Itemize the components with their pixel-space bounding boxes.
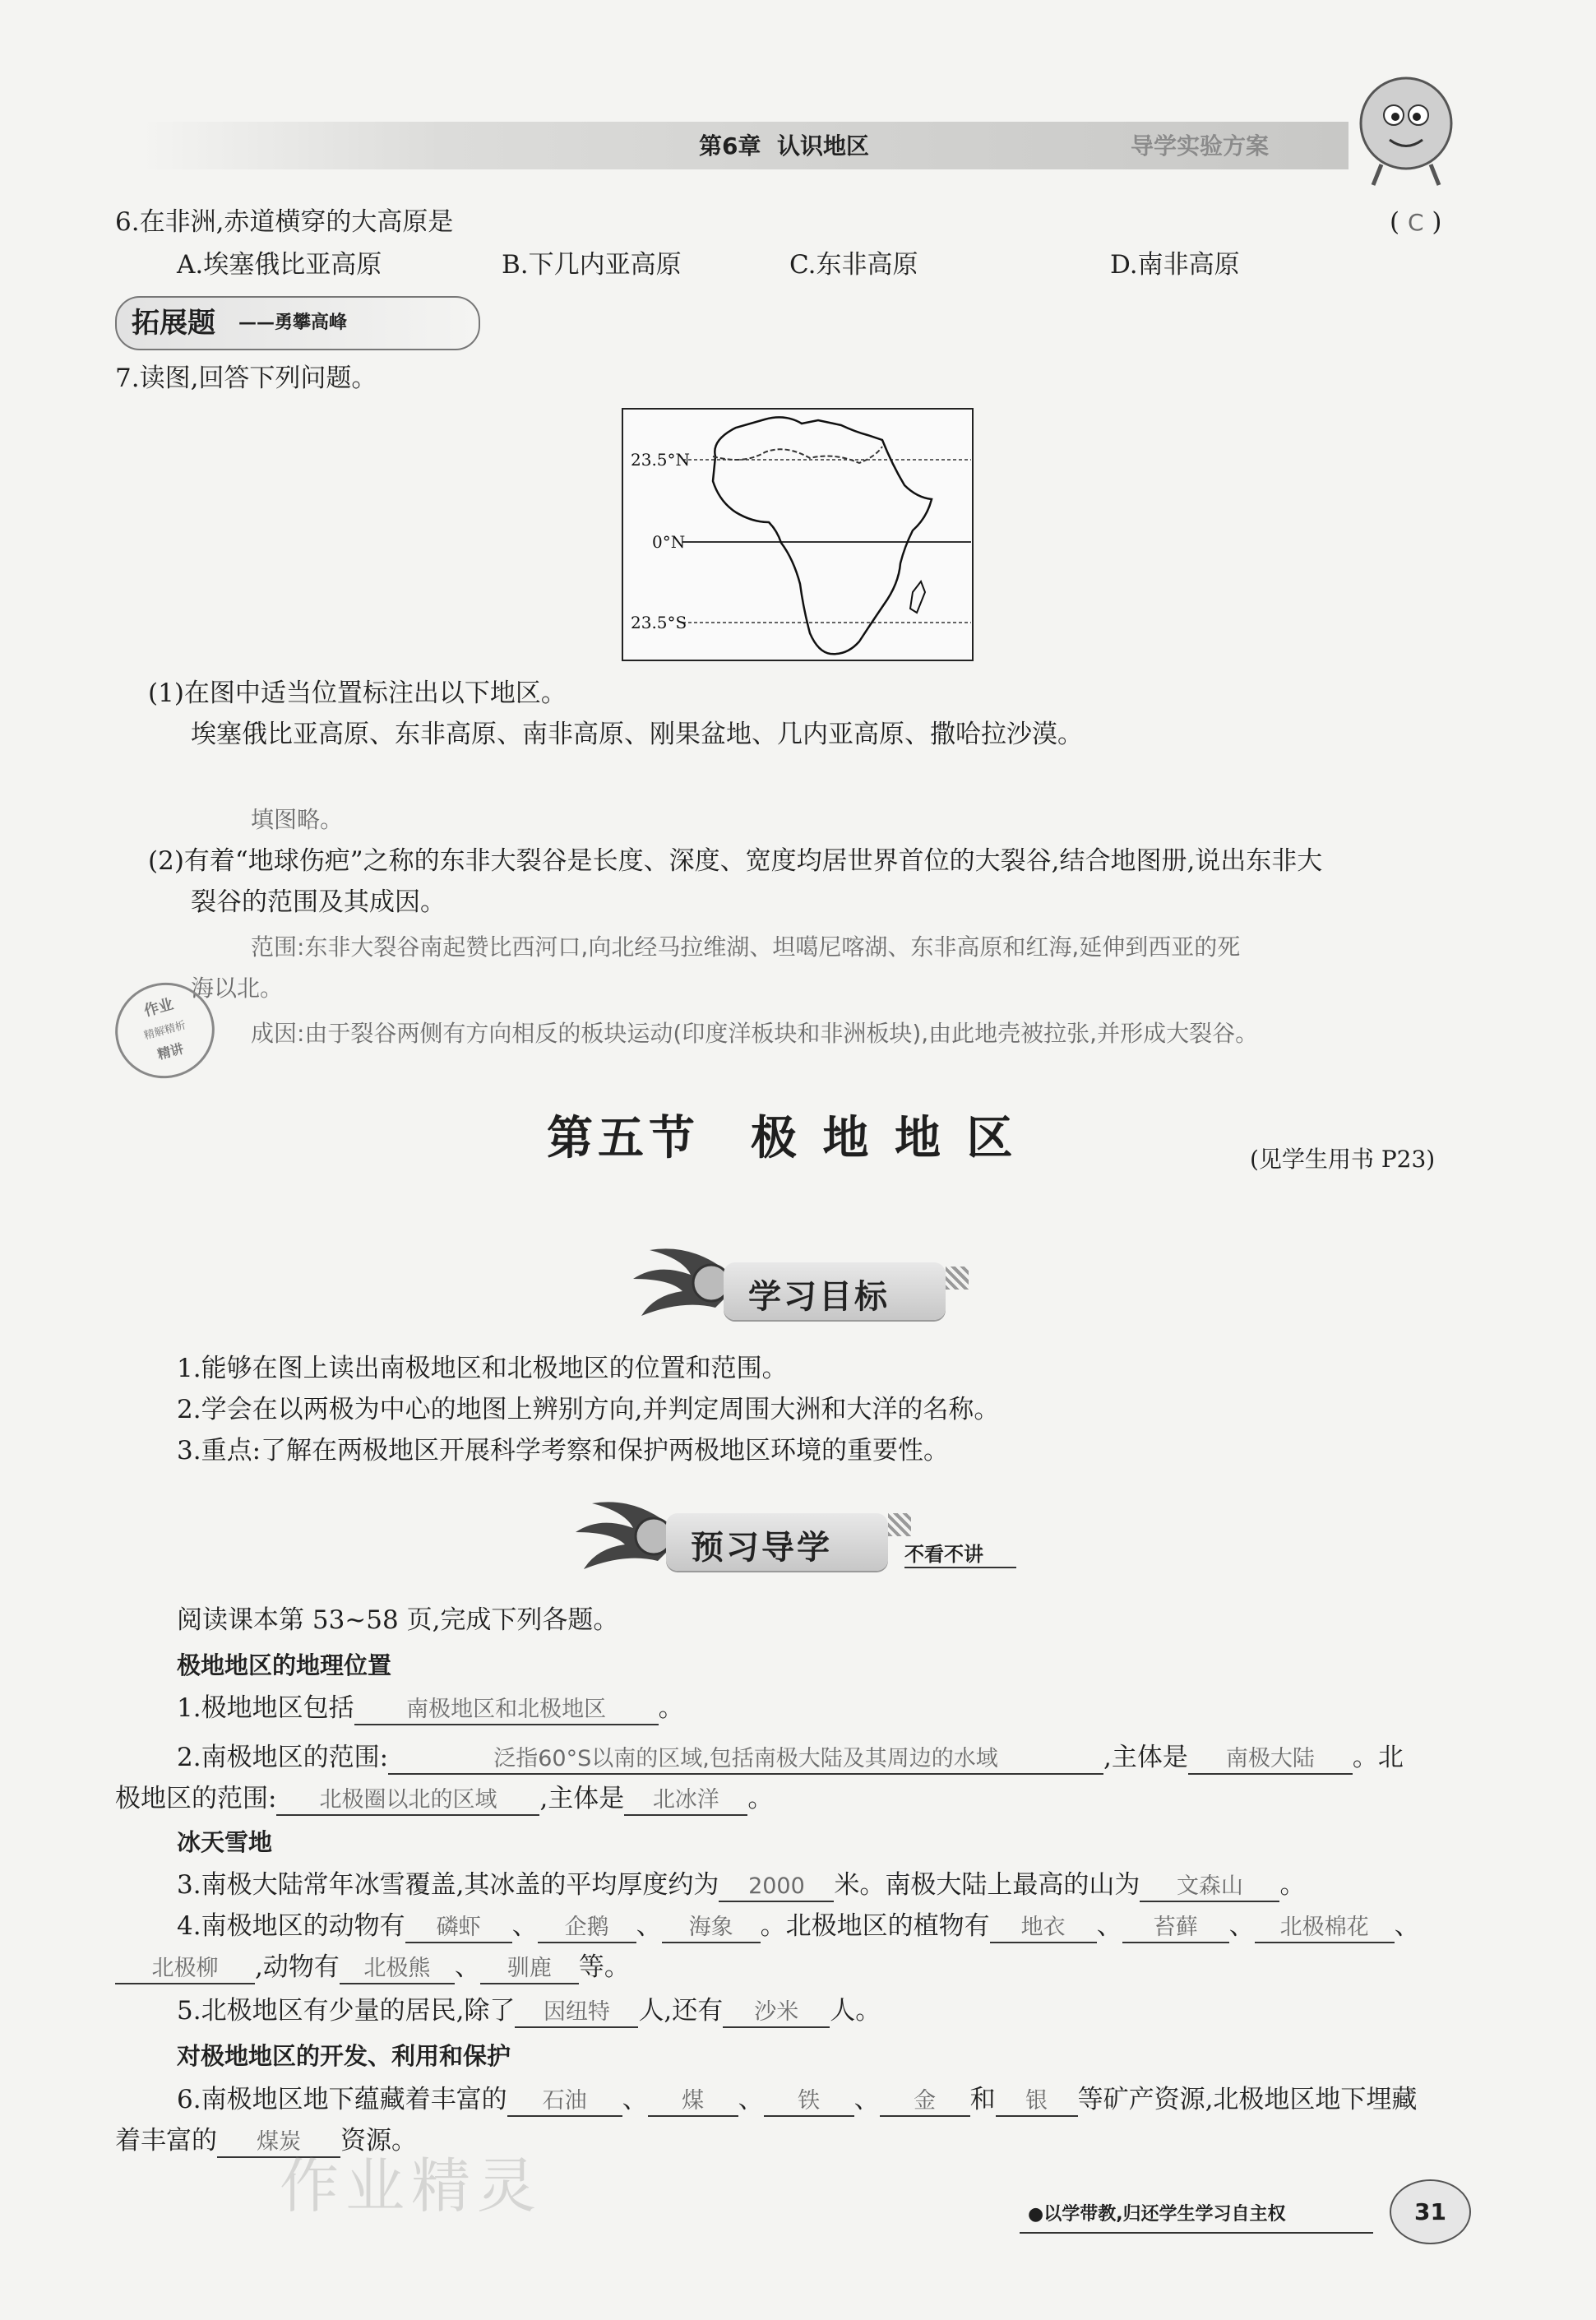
answer-sami: 沙米 <box>723 1998 830 2028</box>
l7-end: 人。 <box>830 1996 881 2026</box>
answer-animal-penguin: 企鹅 <box>538 1914 636 1943</box>
l8-and: 和 <box>969 2085 996 2114</box>
l4-end: 。 <box>1279 1870 1306 1900</box>
answer-arctic-range: 北极圈以北的区域 <box>276 1786 539 1816</box>
answer-iron: 铁 <box>764 2087 854 2117</box>
subsection-development: 对极地地区的开发、利用和保护 <box>177 2042 511 2070</box>
lat-label-south: 23.5°S <box>631 613 687 632</box>
answer-animal-krill: 磷虾 <box>405 1914 512 1943</box>
l3-text-2: ,主体是 <box>539 1784 625 1813</box>
answer-coal-resource: 煤炭 <box>217 2128 340 2158</box>
africa-map <box>621 407 974 662</box>
answer-plant-moss: 苔藓 <box>1122 1914 1229 1943</box>
q6-option-b: B.下几内亚高原 <box>502 250 682 280</box>
preview-line-4 <box>177 1869 1305 1902</box>
subsection-location: 极地地区的地理位置 <box>177 1651 392 1679</box>
answer-plant-lichen: 地衣 <box>990 1914 1097 1943</box>
extend-subtitle: ——勇攀高峰 <box>238 312 348 333</box>
l7-text: 5.北极地区有少量的居民,除了 <box>177 1996 516 2026</box>
l6-sep: 、 <box>454 1952 480 1982</box>
goal-3: 3.重点:了解在两极地区开展科学考察和保护两极地区环境的重要性。 <box>177 1436 950 1466</box>
answer-coal: 煤 <box>648 2087 738 2117</box>
l7-text-2: 人,还有 <box>638 1996 724 2026</box>
l8-sep-2: 、 <box>738 2085 764 2114</box>
preview-line-8 <box>177 2083 1417 2117</box>
section-reference: (见学生用书 P23) <box>1250 1146 1436 1173</box>
preview-line-2 <box>177 1741 1404 1775</box>
q7-part1-answer: 填图略。 <box>251 806 344 833</box>
chapter-number: 第6章 <box>699 132 761 160</box>
l8-text: 6.南极地区地下蕴藏着丰富的 <box>177 2085 507 2114</box>
preview-line-7 <box>177 1994 881 2028</box>
answer-ice-thickness: 2000 <box>719 1873 834 1902</box>
lat-label-north: 23.5°N <box>631 450 691 470</box>
l6-text: ,动物有 <box>255 1952 340 1982</box>
answer-gold: 金 <box>880 2087 970 2117</box>
chapter-header <box>699 128 869 161</box>
l6-end: 等。 <box>578 1952 630 1982</box>
preview-line-3 <box>115 1782 773 1816</box>
l1-text: 1.极地地区包括 <box>177 1693 354 1723</box>
q7-part2-answer-3: 成因:由于裂谷两侧有方向相反的板块运动(印度洋板块和非洲板块),由此地壳被拉张,并形成大裂谷。 <box>251 1020 1259 1047</box>
l2-text-2: ,主体是 <box>1103 1743 1188 1772</box>
l4-text: 3.南极大陆常年冰雪覆盖,其冰盖的平均厚度约为 <box>177 1870 719 1900</box>
q7-part2-answer-2: 海以北。 <box>191 975 284 1002</box>
chapter-title: 认识地区 <box>776 132 869 160</box>
q6-option-c: C.东非高原 <box>789 250 918 280</box>
l1-end: 。 <box>658 1693 684 1723</box>
l8-sep-3: 、 <box>854 2085 880 2114</box>
header-right-text: 导学实验方案 <box>1131 132 1270 160</box>
preview-decor <box>888 1513 911 1536</box>
goals-banner-text: 学习目标 <box>748 1278 890 1316</box>
preview-intro: 阅读课本第 53~58 页,完成下列各题。 <box>177 1605 619 1635</box>
l8-sep-1: 、 <box>622 2085 648 2114</box>
q7-part2-line2: 裂谷的范围及其成因。 <box>191 887 446 917</box>
section-title: 第五节 极 地 地 区 <box>547 1111 1018 1165</box>
preview-line-5 <box>177 1910 1420 1943</box>
q6-option-d: D.南非高原 <box>1110 250 1240 280</box>
answer-antarctic-main: 南极大陆 <box>1188 1745 1353 1775</box>
footer-motto: ●以学带教,归还学生学习自主权 <box>1028 2204 1286 2225</box>
answer-silver: 银 <box>996 2087 1078 2117</box>
stamp-bottom: 精讲 <box>155 1040 186 1063</box>
l5-sep-2: 、 <box>636 1911 662 1941</box>
footer-line <box>1020 2232 1373 2234</box>
l5-sep-3: 、 <box>1096 1911 1122 1941</box>
preview-banner-text: 预习导学 <box>691 1529 832 1567</box>
answer-animal-walrus: 海象 <box>662 1914 761 1943</box>
answer-animal-polar-bear: 北极熊 <box>340 1955 455 1984</box>
l8-end: 等矿产资源,北极地区地下埋藏 <box>1077 2085 1418 2114</box>
q6-option-a: A.埃塞俄比亚高原 <box>177 250 382 280</box>
mascot-icon <box>1349 66 1464 189</box>
l3-text: 极地区的范围: <box>115 1784 277 1813</box>
q6-answer-value: C <box>1407 209 1424 236</box>
extend-title: 拓展题 <box>132 307 215 340</box>
l5-sep-4: 、 <box>1228 1911 1255 1941</box>
preview-line-1 <box>177 1692 684 1725</box>
q7-part2-line1: (2)有着“地球伤疤”之称的东非大裂谷是长度、深度、宽度均居世界首位的大裂谷,结合地图册,说出东非大 <box>148 846 1323 876</box>
q7-part1-line2: 埃塞俄比亚高原、东非高原、南非高原、刚果盆地、几内亚高原、撒哈拉沙漠。 <box>191 720 1083 749</box>
l5-end: 、 <box>1394 1911 1420 1941</box>
answer-plant-willow: 北极柳 <box>115 1955 255 1984</box>
q6-answer: ( C ) <box>1390 207 1442 237</box>
l2-text: 2.南极地区的范围: <box>177 1743 389 1772</box>
q7-part1-line1: (1)在图中适当位置标注出以下地区。 <box>148 678 567 708</box>
l2-end: 。北 <box>1352 1743 1404 1772</box>
answer-highest-mountain: 文森山 <box>1140 1873 1279 1902</box>
lat-label-equator: 0°N <box>652 532 686 552</box>
answer-polar-regions: 南极地区和北极地区 <box>354 1696 659 1725</box>
l4-text-2: 米。南极大陆上最高的山为 <box>834 1870 1140 1900</box>
goals-decor <box>946 1267 969 1290</box>
answer-animal-reindeer: 驯鹿 <box>480 1955 579 1984</box>
answer-oil: 石油 <box>507 2087 622 2117</box>
q7-stem: 7.读图,回答下列问题。 <box>115 364 377 393</box>
goal-1: 1.能够在图上读出南极地区和北极地区的位置和范围。 <box>177 1354 788 1383</box>
watermark: 作业精灵 <box>280 2151 544 2220</box>
subsection-ice: 冰天雪地 <box>177 1828 273 1856</box>
goal-2: 2.学会在以两极为中心的地图上辨别方向,并判定周围大洲和大洋的名称。 <box>177 1395 1000 1424</box>
l5-text: 4.南极地区的动物有 <box>177 1911 405 1941</box>
q6-stem: 6.在非洲,赤道横穿的大高原是 <box>115 207 454 237</box>
preview-line-6 <box>115 1951 630 1984</box>
page-number: 31 <box>1390 2179 1471 2244</box>
answer-arctic-main: 北冰洋 <box>624 1786 747 1816</box>
answer-plant-cotton: 北极棉花 <box>1255 1914 1395 1943</box>
answer-inuit: 因纽特 <box>515 1998 638 2028</box>
l9-text: 着丰富的 <box>115 2126 217 2156</box>
q7-part2-answer-1: 范围:东非大裂谷南起赞比西河口,向北经马拉维湖、坦噶尼喀湖、东非高原和红海,延伸到西亚的死 <box>251 933 1241 961</box>
l5-sep-1: 、 <box>511 1911 538 1941</box>
stamp-top: 作业 <box>142 995 176 1021</box>
stamp-mid: 精解精析 <box>142 1019 187 1043</box>
l5-text-2: 。北极地区的植物有 <box>760 1911 990 1941</box>
answer-antarctic-range: 泛指60°S以南的区域,包括南极大陆及其周边的水域 <box>388 1745 1103 1775</box>
l9-end: 资源。 <box>340 2126 417 2156</box>
preview-tag: 不看不讲 <box>904 1538 1016 1568</box>
l3-end: 。 <box>747 1784 774 1813</box>
